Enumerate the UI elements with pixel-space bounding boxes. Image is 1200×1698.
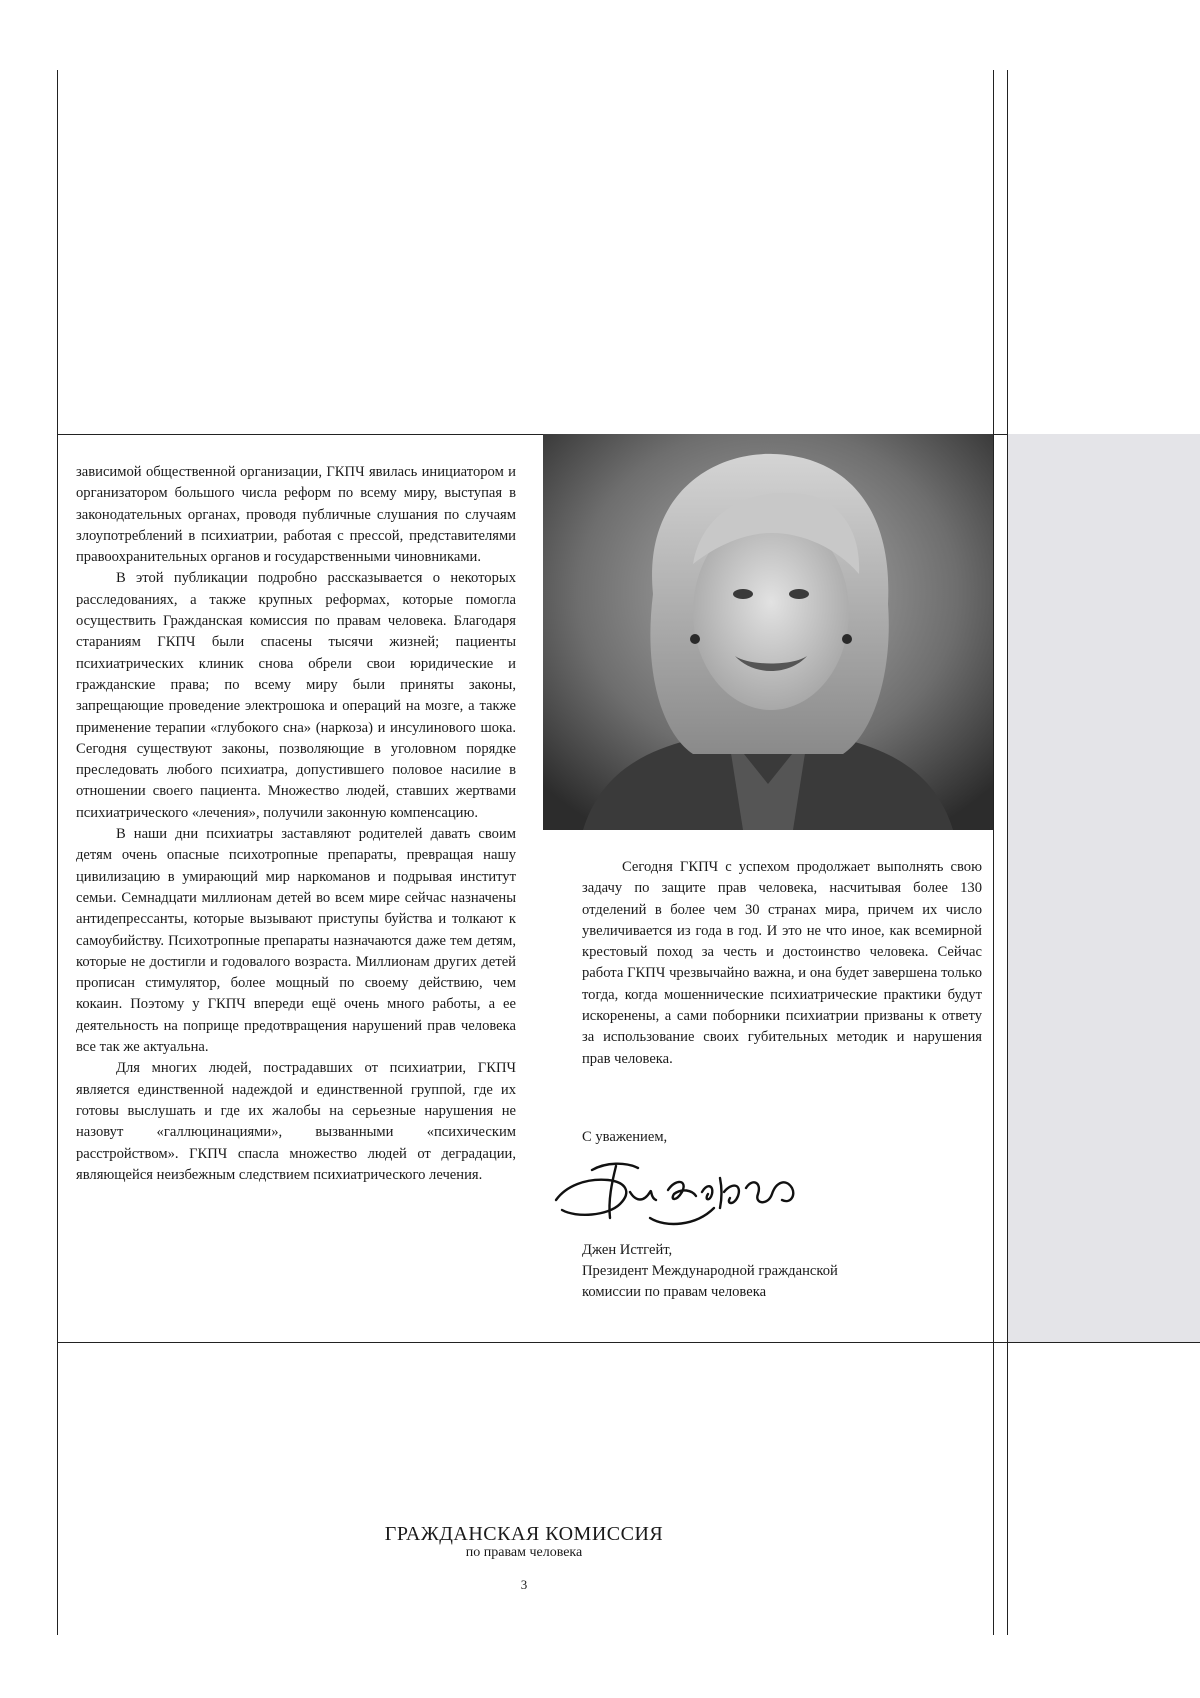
- left-text-column: [76, 462, 516, 1186]
- paragraph: В наши дни психиатры заставляют родителей давать своим детям очень опасные психотропные препараты, превращая нашу цивилизацию в умирающий мир наркоманов и подрывая институт семьи. Семнадцати миллионам детей во всем мире сейчас назначены антидепрессанты, которые вызывают приступы буйства и толкают к самоубийству. Психотропные препараты назначаются даже тем детям, которые не достигли и годовалого возраста. Миллионам других детей прописан стимулятор, более мощный по своему действию, чем кокаин. Поэтому у ГКПЧ впереди ещё очень много работы, а ее деятельность на поприще предотвращения нарушений прав человека все так же актуальна.: [76, 826, 516, 1056]
- greeting: С уважением,: [582, 1129, 668, 1145]
- bottom-content-rule: [57, 1342, 1200, 1343]
- paragraph: Для многих людей, пострадавших от психиатрии, ГКПЧ является единственной надеждой и единственной группой, где их готовы выслушать и где их жалобы на серьезные нарушения не назовут «галлюцинациями», вызванными «психическим расстройством». ГКПЧ спасла множество людей от деградации, являющейся неизбежным следствием психиатрического лечения.: [76, 1060, 516, 1183]
- paragraph: зависимой общественной организации, ГКПЧ явилась инициатором и организатором большого числа реформ по всему миру, выступая в законодательных органах, проводя публичные слушания по случаям злоупотреблений в психиатрии, работая с прессой, представителями правоохранительных органов и государственными чиновниками.: [76, 464, 516, 566]
- president-portrait-photo: [543, 434, 993, 830]
- organization-subtitle: по правам человека: [465, 1545, 583, 1560]
- side-grey-panel: [1008, 434, 1200, 1342]
- signer-block: [582, 1240, 838, 1303]
- left-margin-rule: [57, 70, 58, 1635]
- right-column-rule: [993, 70, 994, 1635]
- organization-name: ГРАЖДАНСКАЯ КОМИССИЯ: [384, 1523, 664, 1545]
- signer-title-line: Президент Международной гражданской: [582, 1263, 838, 1279]
- paragraph: В этой публикации подробно рассказывается о некоторых расследованиях, а также крупных реформах, которые помогла осуществить Гражданская комиссия по правам человека. Благодаря стараниям ГКПЧ были спасены тысячи жизней; пациенты психиатрических клиник снова обрели свои юридические и гражданские права; по всему миру были приняты законы, запрещающие проведение электрошока и операций на мозге, а также применение терапии «глубокого сна» (наркоза) и инсулинового шока. Сегодня существуют законы, позволяющие в уголовном порядке преследовать любого психиатра, допустившего половое насилие в отношении своего пациента. Множество людей, ставших жертвами психиатрического «лечения», получили законную компенсацию.: [76, 570, 516, 821]
- signer-title-line: комиссии по правам человека: [582, 1284, 767, 1300]
- signature: [546, 1148, 826, 1230]
- signer-name: Джен Истгейт,: [582, 1242, 673, 1258]
- right-text-column: [582, 857, 982, 1070]
- paragraph: Сегодня ГКПЧ с успехом продолжает выполнять свою задачу по защите прав человека, насчитывая более 130 отделений в более чем 30 странах мира, причем их число увеличивается из года в год. И это не что иное, как всемирной крестовый поход за честь и достоинство человека. Сейчас работа ГКПЧ чрезвычайно важна, и она будет завершена только тогда, когда мошеннические психиатрические практики будут искоренены, а сами поборники психиатрии призваны к ответу за использование своих губительных методик и нарушения прав человека.: [582, 859, 982, 1067]
- page-number: 3: [520, 1577, 528, 1592]
